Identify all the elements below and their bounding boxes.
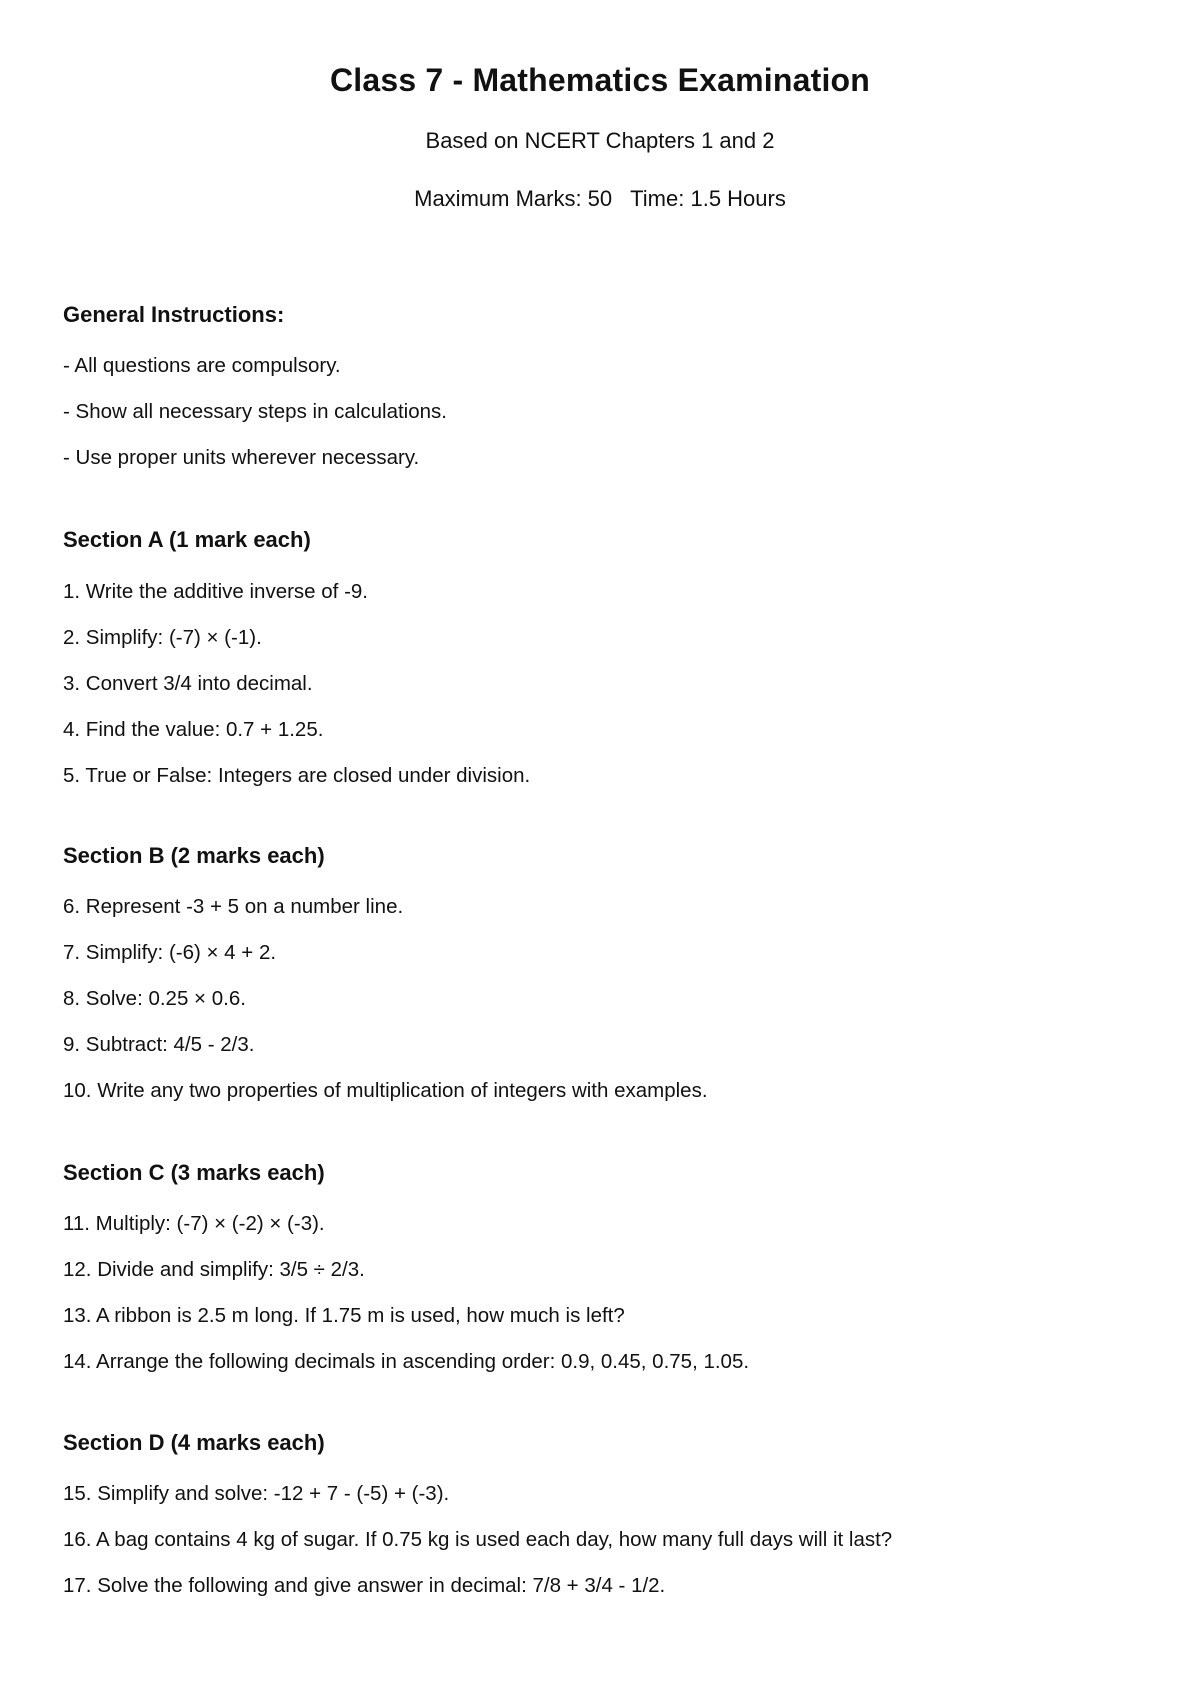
question-item: 2. Simplify: (-7) × (-1). xyxy=(63,626,262,649)
instruction-item: - All questions are compulsory. xyxy=(63,354,341,377)
question-item: 6. Represent -3 + 5 on a number line. xyxy=(63,895,404,918)
question-item: 1. Write the additive inverse of -9. xyxy=(63,580,368,603)
section-c-heading: Section C (3 marks each) xyxy=(63,1160,325,1185)
question-item: 17. Solve the following and give answer in decimal: 7/8 + 3/4 - 1/2. xyxy=(63,1574,666,1597)
question-item: 8. Solve: 0.25 × 0.6. xyxy=(63,987,246,1010)
instructions-heading: General Instructions: xyxy=(63,302,285,327)
instruction-item: - Show all necessary steps in calculations. xyxy=(63,400,447,423)
exam-time: Time: 1.5 Hours xyxy=(630,186,786,211)
question-item: 13. A ribbon is 2.5 m long. If 1.75 m is used, how much is left? xyxy=(63,1304,625,1327)
question-item: 9. Subtract: 4/5 - 2/3. xyxy=(63,1033,255,1056)
section-d-heading: Section D (4 marks each) xyxy=(63,1430,325,1455)
question-item: 14. Arrange the following decimals in ascending order: 0.9, 0.45, 0.75, 1.05. xyxy=(63,1350,750,1373)
question-item: 11. Multiply: (-7) × (-2) × (-3). xyxy=(63,1212,325,1235)
exam-subtitle: Based on NCERT Chapters 1 and 2 xyxy=(425,128,775,153)
question-item: 12. Divide and simplify: 3/5 ÷ 2/3. xyxy=(63,1258,365,1281)
question-item: 3. Convert 3/4 into decimal. xyxy=(63,672,313,695)
question-item: 4. Find the value: 0.7 + 1.25. xyxy=(63,718,324,741)
question-item: 10. Write any two properties of multiplication of integers with examples. xyxy=(63,1079,708,1102)
section-b-heading: Section B (2 marks each) xyxy=(63,843,325,868)
max-marks: Maximum Marks: 50 xyxy=(414,186,613,211)
section-a-heading: Section A (1 mark each) xyxy=(63,527,311,552)
question-item: 15. Simplify and solve: -12 + 7 - (-5) + (-3). xyxy=(63,1482,450,1505)
instruction-item: - Use proper units wherever necessary. xyxy=(63,446,420,469)
question-item: 16. A bag contains 4 kg of sugar. If 0.75 kg is used each day, how many full days will it last? xyxy=(63,1528,893,1551)
exam-title: Class 7 - Mathematics Examination xyxy=(329,62,871,98)
question-item: 5. True or False: Integers are closed under division. xyxy=(63,764,531,787)
question-item: 7. Simplify: (-6) × 4 + 2. xyxy=(63,941,277,964)
exam-marks-time xyxy=(0,186,1200,212)
